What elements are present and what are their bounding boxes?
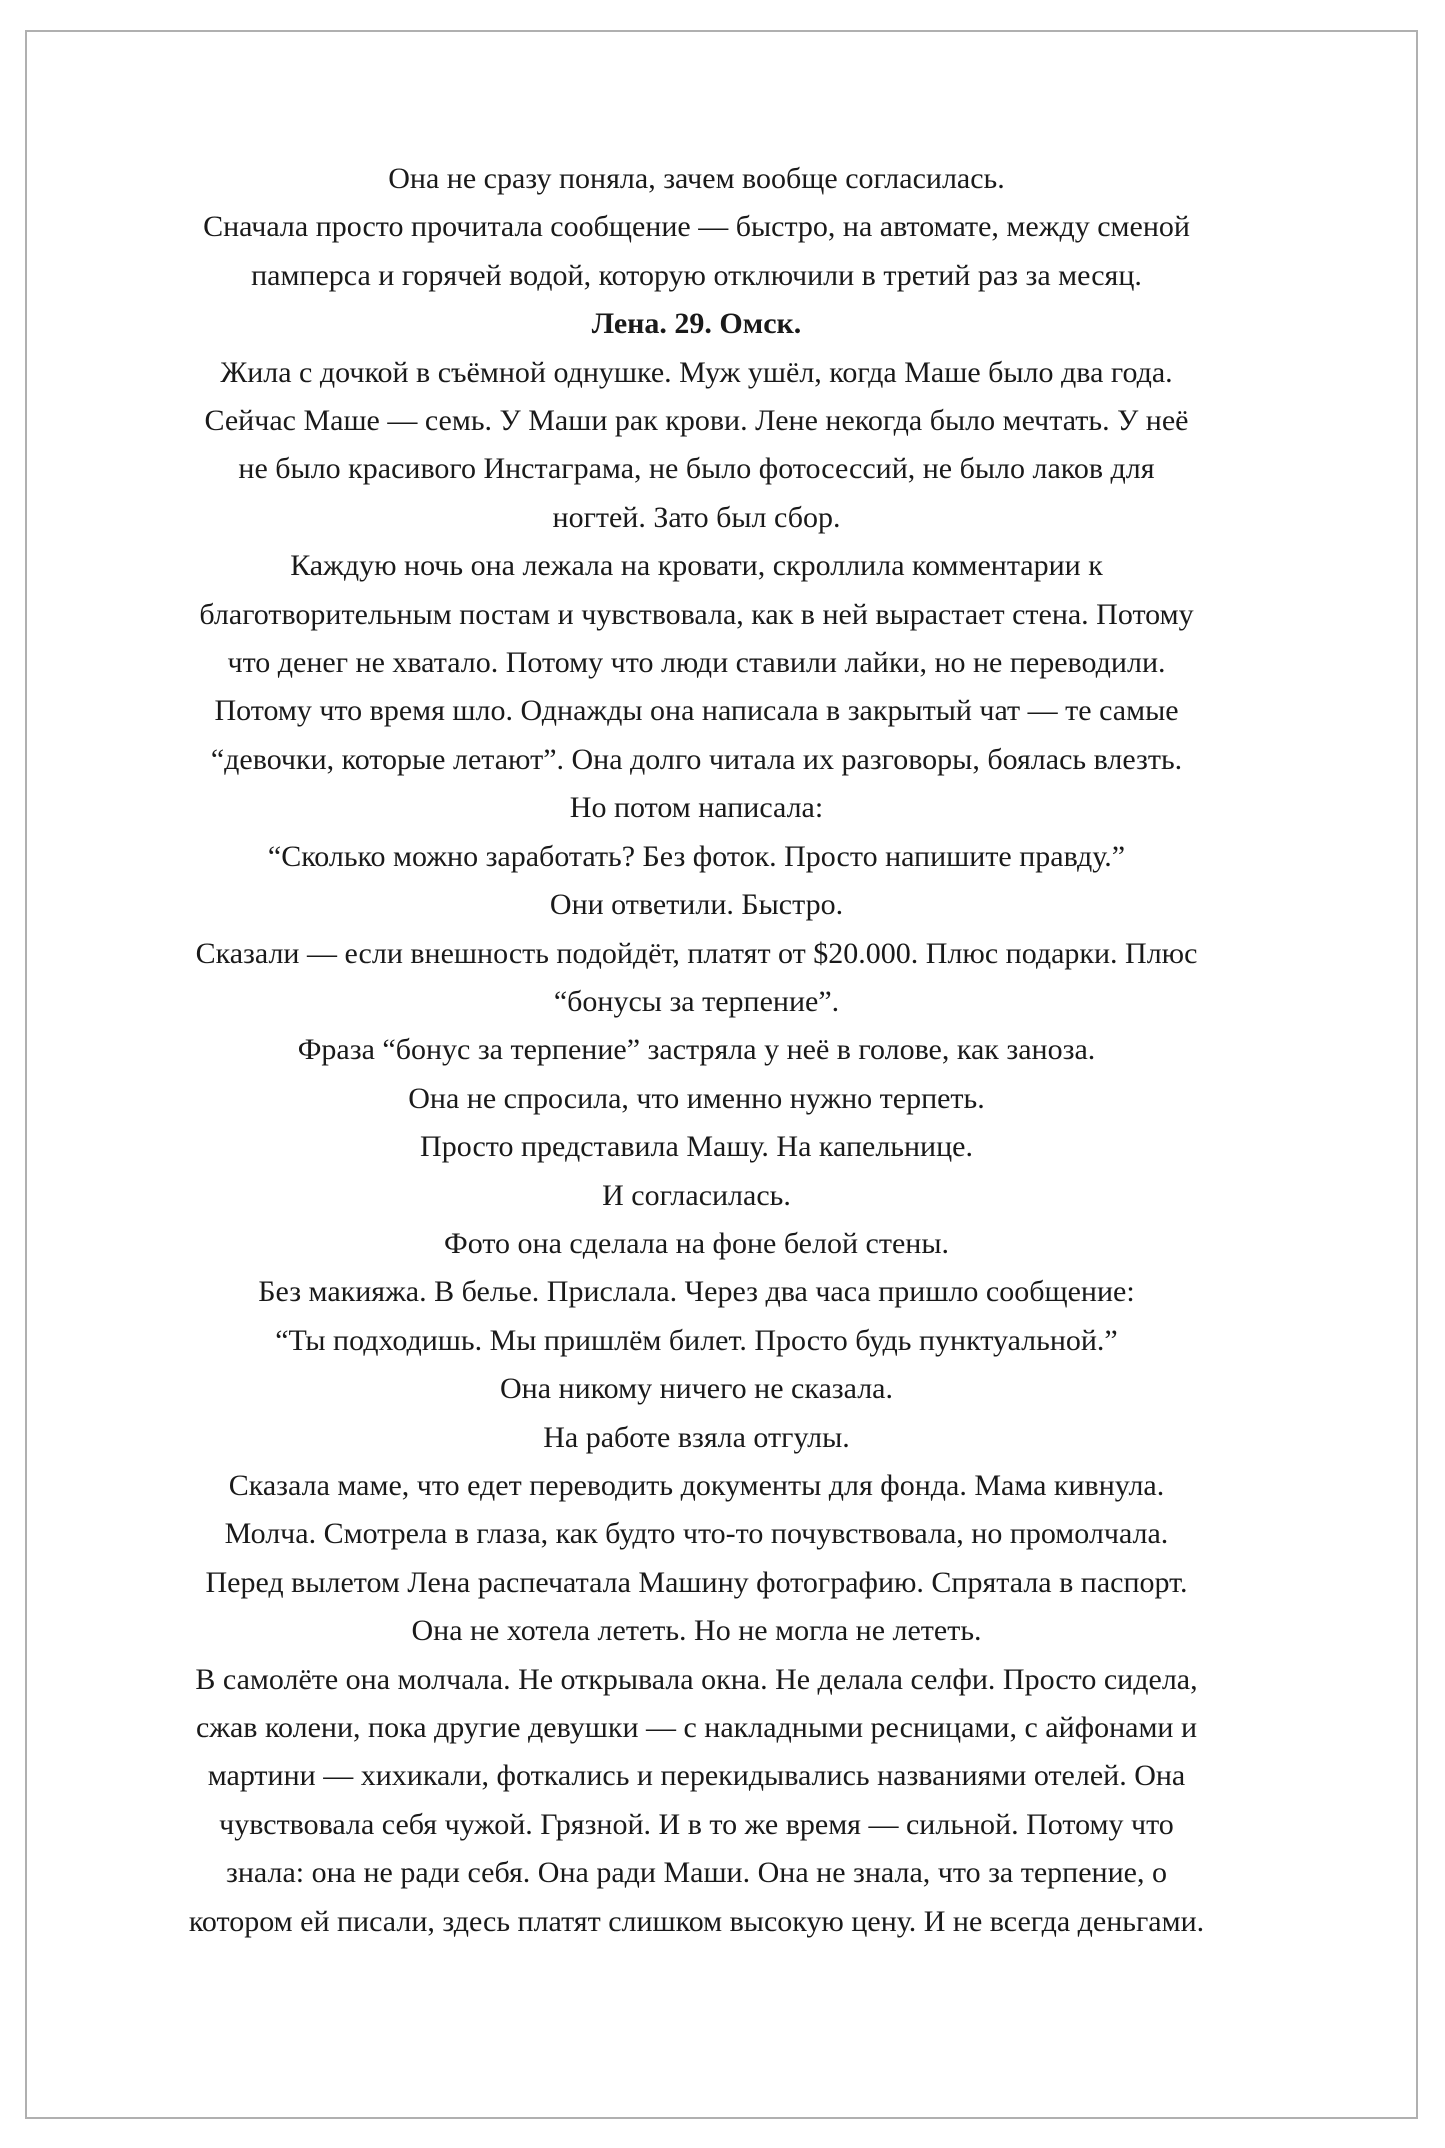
text-line: памперса и горячей водой, которую отключили в третий раз за месяц.	[251, 258, 1142, 292]
text-line: Сказала маме, что едет переводить документы для фонда. Мама кивнула.	[228, 1468, 1165, 1502]
text-line: благотворительным постам и чувствовала, как в ней вырастает стена. Потому	[199, 597, 1194, 631]
text-line: “бонусы за терпение”.	[553, 984, 840, 1018]
text-line: Но потом написала:	[569, 791, 824, 825]
text-line: В самолёте она молчала. Не открывала окна. Не делала селфи. Просто сидела,	[195, 1662, 1198, 1696]
story-heading-line: Лена. 29. Омск.	[591, 307, 802, 341]
text-line: Сказали — если внешность подойдёт, платят от $20.000. Плюс подарки. Плюс	[195, 936, 1198, 970]
text-line: “Сколько можно заработать? Без фоток. Просто напишите правду.”	[267, 839, 1126, 873]
text-line: котором ей писали, здесь платят слишком высокую цену. И не всегда деньгами.	[188, 1904, 1205, 1938]
text-line: ногтей. Зато был сбор.	[552, 500, 841, 534]
text-line: что денег не хватало. Потому что люди ставили лайки, но не переводили.	[227, 646, 1166, 680]
text-line: Перед вылетом Лена распечатала Машину фотографию. Спрятала в паспорт.	[205, 1565, 1188, 1599]
text-line: Сначала просто прочитала сообщение — быстро, на автомате, между сменой	[203, 210, 1190, 244]
text-line: Она не хотела лететь. Но не могла не лететь.	[411, 1614, 982, 1648]
text-line: Фраза “бонус за терпение” застряла у неё в голове, как заноза.	[297, 1033, 1096, 1067]
text-line: И согласилась.	[602, 1178, 791, 1212]
document-text	[130, 155, 1263, 1946]
text-line: “Ты подходишь. Мы пришлём билет. Просто будь пунктуальной.”	[275, 1323, 1118, 1357]
text-line: чувствовала себя чужой. Грязной. И в то же время — сильной. Потому что	[219, 1807, 1174, 1841]
text-line: Она не спросила, что именно нужно терпеть.	[408, 1081, 985, 1115]
text-line: Каждую ночь она лежала на кровати, скроллила комментарии к	[290, 549, 1103, 583]
text-line: На работе взяла отгулы.	[543, 1420, 850, 1454]
text-line: Без макияжа. В белье. Прислала. Через два часа пришло сообщение:	[258, 1275, 1135, 1309]
text-line: Просто представила Машу. На капельнице.	[420, 1130, 973, 1164]
text-line: Потому что время шло. Однажды она написала в закрытый чат — те самые	[214, 694, 1179, 728]
text-line: Она никому ничего не сказала.	[499, 1372, 894, 1406]
text-line: Жила с дочкой в съёмной однушке. Муж ушёл, когда Маше было два года.	[220, 355, 1173, 389]
text-line: Она не сразу поняла, зачем вообще согласилась.	[388, 162, 1005, 195]
text-line: Молча. Смотрела в глаза, как будто что-то почувствовала, но промолчала.	[224, 1517, 1169, 1551]
text-line: сжав колени, пока другие девушки — с накладными ресницами, с айфонами и	[195, 1711, 1198, 1744]
text-line: мартини — хихикали, фоткались и перекидывались названиями отелей. Она	[207, 1759, 1186, 1793]
text-line: не было красивого Инстаграма, не было фотосессий, не было лаков для	[238, 452, 1155, 486]
text-line: “девочки, которые летают”. Она долго читала их разговоры, боялась влезть.	[210, 742, 1183, 776]
text-line: Сейчас Маше — семь. У Маши рак крови. Лене некогда было мечтать. У неё	[204, 404, 1189, 438]
text-line: Фото она сделала на фоне белой стены.	[444, 1226, 949, 1260]
text-line: Они ответили. Быстро.	[549, 888, 844, 922]
text-line: знала: она не ради себя. Она ради Маши. Она не знала, что за терпение, о	[226, 1856, 1167, 1890]
